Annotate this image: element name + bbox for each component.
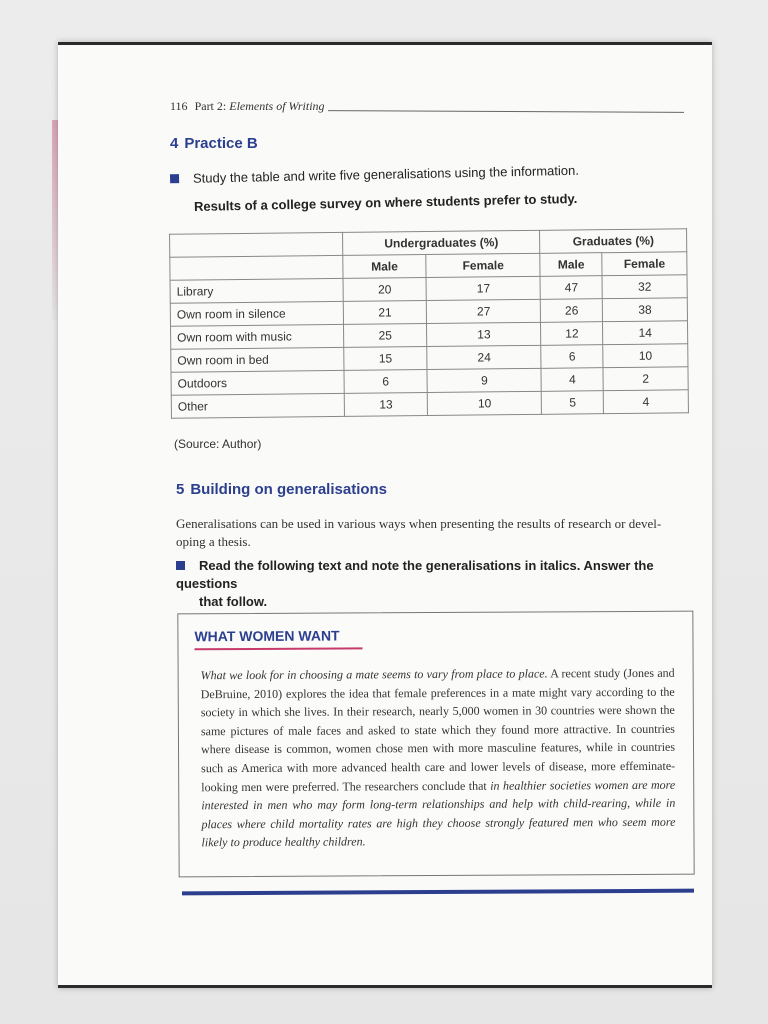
table-cell: 4	[541, 368, 603, 392]
section-title: Practice B	[184, 135, 258, 152]
paragraph-line: Generalisations can be used in various ways when presenting the results of research or devel-	[176, 516, 662, 531]
instruction-text: Read the following text and note the generalisations in italics. Answer the questions	[176, 558, 654, 591]
book-page	[58, 42, 712, 988]
table-cell: 24	[427, 345, 541, 369]
table-cell: 4	[603, 390, 688, 414]
table-cell: 2	[603, 367, 688, 391]
italic-generalisation: What we look for in choosing a mate seems to vary from place to place.	[200, 666, 548, 683]
group-header-undergraduates: Undergraduates (%)	[343, 230, 541, 255]
table-cell: 13	[427, 322, 541, 346]
subheader-cell: Male	[343, 255, 427, 279]
section-title: Building on generalisations	[190, 481, 388, 498]
italic-generalisation: in healthier societies women are more interested in men who may form long-term relationships and help with child-rearing, while in places where child mortality rates are high they choose strongly featured men who seem more likely to produce healthy children.	[201, 777, 676, 850]
row-label: Own room with music	[171, 324, 344, 349]
table-cell: 12	[541, 322, 603, 346]
table-cell: 13	[344, 393, 428, 417]
paragraph-line: oping a thesis.	[176, 534, 251, 549]
table-cell: 47	[540, 276, 602, 300]
section-number: 5	[176, 481, 185, 498]
part-title: Elements of Writing	[229, 99, 325, 113]
table-cell: 26	[541, 299, 603, 323]
box-heading-rule	[194, 647, 362, 650]
survey-table	[169, 228, 689, 418]
building-heading	[176, 481, 387, 498]
table-cell: 10	[603, 344, 688, 368]
section-number: 4	[170, 135, 179, 152]
row-label: Other	[171, 393, 344, 418]
table-cell: 27	[427, 299, 541, 323]
subheader-cell: Male	[540, 253, 602, 277]
table-cell: 20	[343, 278, 427, 302]
table-source: (Source: Author)	[174, 437, 262, 451]
table-cell: 15	[344, 347, 428, 371]
part-label: Part 2:	[194, 99, 227, 113]
reading-box	[177, 611, 694, 878]
bullet-icon	[176, 561, 185, 570]
table-cell: 32	[602, 275, 687, 299]
row-label: Own room in silence	[170, 301, 343, 326]
table-corner-cell	[170, 255, 343, 280]
table-cell: 5	[542, 391, 604, 415]
instruction-text: that follow.	[199, 594, 268, 609]
table-cell: 17	[426, 276, 540, 300]
table-cell: 14	[603, 321, 688, 345]
table-cell: 6	[344, 370, 428, 394]
practice-b-instruction	[170, 163, 579, 187]
table-cell: 6	[541, 345, 603, 369]
table-cell: 25	[344, 324, 428, 348]
row-label: Outdoors	[171, 370, 344, 395]
table-cell: 9	[427, 368, 541, 392]
subheader-cell: Female	[602, 252, 687, 276]
page-number: 116	[170, 99, 188, 113]
table-corner-cell	[170, 232, 343, 257]
building-paragraph	[176, 515, 696, 551]
row-label: Own room in bed	[171, 347, 344, 372]
table-title: Results of a college survey on where students prefer to study.	[193, 190, 578, 215]
building-instruction	[176, 557, 696, 611]
table-cell: 10	[427, 391, 541, 415]
box-heading: WHAT WOMEN WANT	[194, 627, 340, 645]
table-cell: 38	[602, 298, 687, 322]
practice-b-heading	[170, 135, 258, 152]
bullet-icon	[170, 174, 179, 183]
subheader-cell: Female	[426, 253, 540, 277]
bottom-rule	[182, 889, 694, 896]
box-body-text: A recent study (Jones and DeBruine, 2010) explores the idea that female preferences in a mate might vary according to the society in which she lives. In their research, nearly 5,000 women in 30 countries were shown the same pictures of male faces and asked to state which they found more attractive. In countries where disease is common, women chose men with more masculine features, while in countries such as America with more advanced health care and lower levels of disease, more effeminate-looking men were preferred. The researchers conclude that	[200, 665, 676, 794]
table-row	[171, 390, 688, 418]
instruction-text: Study the table and write five generalisations using the information.	[192, 162, 580, 186]
group-header-graduates: Graduates (%)	[540, 229, 687, 254]
box-text	[201, 664, 676, 852]
table-cell: 21	[343, 301, 427, 325]
row-label: Library	[170, 278, 343, 303]
